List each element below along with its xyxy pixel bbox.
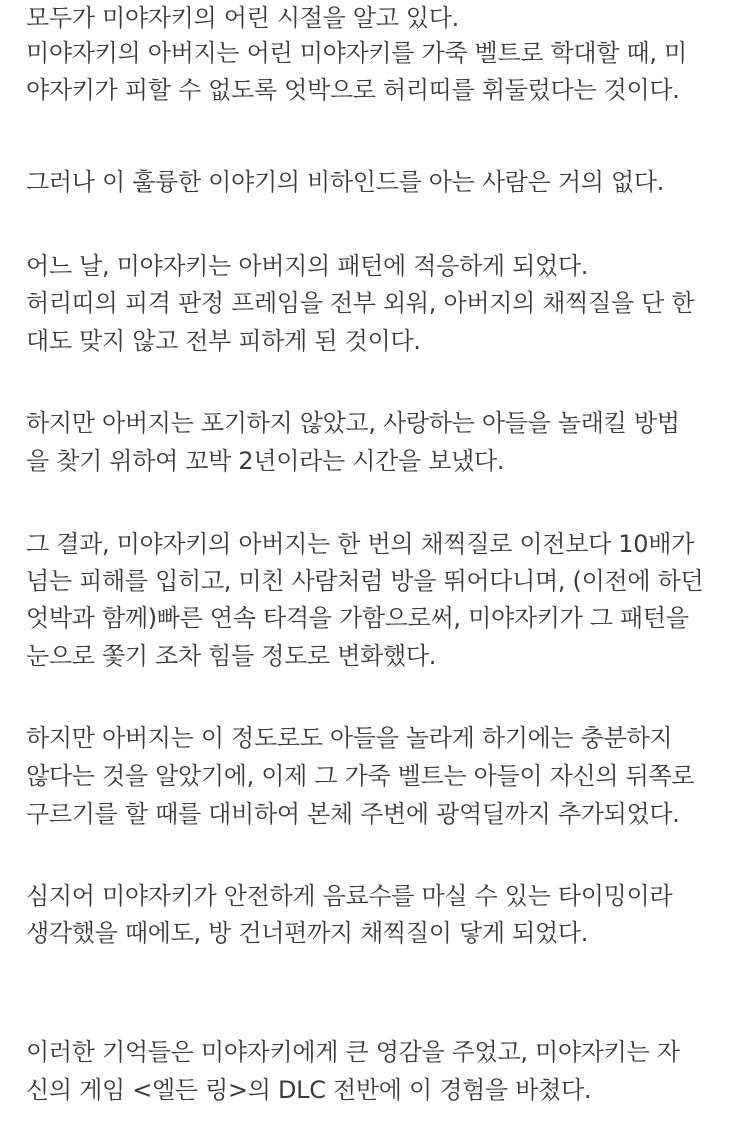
text-line: 눈으로 쫓기 조차 힘들 정도로 변화했다. (26, 642, 437, 670)
text-line: 어느 날, 미야자키는 아버지의 패턴에 적응하게 되었다. (26, 252, 589, 280)
text-line: 대도 맞지 않고 전부 피하게 된 것이다. (26, 327, 421, 355)
text-line: 모두가 미야자키의 어린 시절을 알고 있다. (26, 4, 460, 32)
text-line: 이러한 기억들은 미야자키에게 큰 영감을 주었고, 미야자키는 자 (26, 1038, 680, 1066)
text-line: 생각했을 때에도, 방 건너편까지 채찍질이 닿게 되었다. (26, 919, 589, 947)
text-line: 신의 게임 <엘든 링>의 DLC 전반에 이 경험을 바쳤다. (26, 1076, 592, 1104)
text-line: 하지만 아버지는 이 정도로도 아들을 놀라게 하기에는 충분하지 (26, 724, 673, 752)
text-line: 심지어 미야자키가 안전하게 음료수를 마실 수 있는 타이밍이라 (26, 882, 673, 910)
text-line: 그러나 이 훌륭한 이야기의 비하인드를 아는 사람은 거의 없다. (26, 168, 665, 196)
text-line: 하지만 아버지는 포기하지 않았고, 사랑하는 아들을 놀래킬 방법 (26, 409, 680, 437)
text-line: 그 결과, 미야자키의 아버지는 한 번의 채찍질로 이전보다 10배가 (26, 530, 694, 558)
text-line: 야자키가 피할 수 없도록 엇박으로 허리띠를 휘둘렀다는 것이다. (26, 76, 680, 104)
text-line: 을 찾기 위하여 꼬박 2년이라는 시간을 보냈다. (26, 447, 505, 475)
text-line: 엇박과 함께)빠른 연속 타격을 가함으로써, 미야자키가 그 패턴을 (26, 604, 689, 632)
text-line: 않다는 것을 알았기에, 이제 그 가죽 벨트는 아들이 자신의 뒤쪽로 (26, 762, 695, 790)
text-line: 미야자키의 아버지는 어린 미야자키를 가죽 벨트로 학대할 때, 미 (26, 39, 687, 67)
text-line: 넘는 피해를 입히고, 미친 사람처럼 방을 뛰어다니며, (이전에 하던 (26, 567, 704, 595)
text-line: 구르기를 할 때를 대비하여 본체 주변에 광역딜까지 추가되었다. (26, 800, 680, 828)
text-line: 허리띠의 피격 판정 프레임을 전부 외워, 아버지의 채찍질을 단 한 (26, 289, 695, 317)
